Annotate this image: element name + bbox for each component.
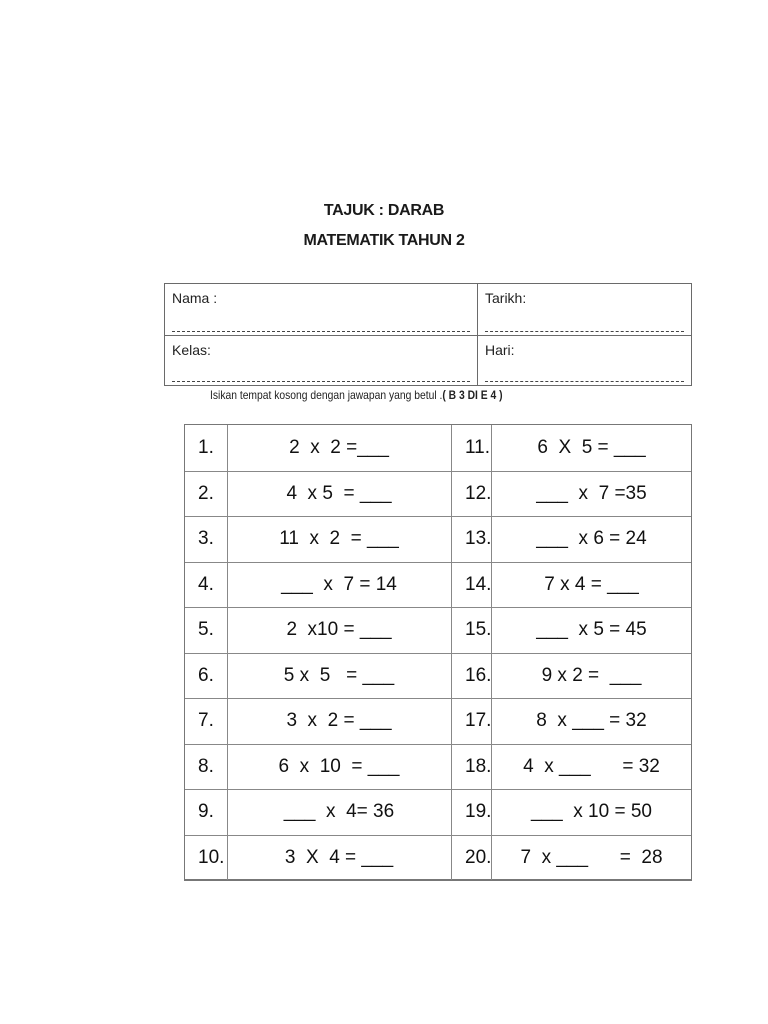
column-divider xyxy=(451,699,452,744)
question-expression: 3 X 4 = ___ xyxy=(284,846,394,868)
question-number: 13. xyxy=(465,528,492,550)
column-divider xyxy=(491,836,492,881)
instruction-code: ( B 3 DI E 4 ) xyxy=(442,388,503,402)
question-expression: 6 X 5 = ___ xyxy=(537,436,646,458)
column-divider xyxy=(451,608,452,653)
column-divider xyxy=(491,654,492,699)
column-divider xyxy=(227,563,228,608)
table-row xyxy=(184,698,692,744)
nama-field[interactable] xyxy=(172,331,470,332)
column-divider xyxy=(491,425,492,471)
column-divider xyxy=(491,790,492,835)
question-number: 6. xyxy=(198,664,214,686)
question-expression: 11 x 2 = ___ xyxy=(279,528,399,550)
column-divider xyxy=(491,563,492,608)
column-divider xyxy=(227,790,228,835)
question-expression: 8 x ___ = 32 xyxy=(536,710,647,732)
kelas-cell xyxy=(165,336,477,385)
table-border xyxy=(184,425,185,879)
column-divider xyxy=(451,425,452,471)
column-divider xyxy=(227,472,228,517)
nama-cell xyxy=(165,284,477,335)
question-expression: ___ x 5 = 45 xyxy=(536,619,647,641)
column-divider xyxy=(451,836,452,881)
hari-cell xyxy=(478,336,691,385)
tarikh-cell xyxy=(478,284,691,335)
column-divider xyxy=(227,654,228,699)
column-divider xyxy=(491,517,492,562)
question-number: 16. xyxy=(465,664,492,686)
question-expression: ___ x 7 = 14 xyxy=(281,573,397,595)
kelas-label: Kelas: xyxy=(172,342,211,358)
question-number: 14. xyxy=(465,573,492,595)
table-row xyxy=(184,607,692,653)
instruction-body: Isikan tempat kosong dengan jawapan yang betul . xyxy=(210,388,443,402)
question-expression: 7 x 4 = ___ xyxy=(544,573,639,595)
question-expression: ___ x 10 = 50 xyxy=(531,801,652,823)
question-expression: ___ x 6 = 24 xyxy=(536,528,647,550)
column-divider xyxy=(227,745,228,790)
question-expression: ___ x 7 =35 xyxy=(536,482,647,504)
question-number: 15. xyxy=(465,619,492,641)
column-divider xyxy=(227,517,228,562)
table-row xyxy=(184,789,692,835)
question-expression: 4 x 5 = ___ xyxy=(286,482,392,504)
table-row xyxy=(184,425,692,471)
column-divider xyxy=(451,517,452,562)
column-divider xyxy=(451,745,452,790)
question-expression: 2 x 2 =___ xyxy=(289,436,389,458)
question-expression: ___ x 4= 36 xyxy=(283,801,395,823)
question-expression: 6 x 10 = ___ xyxy=(278,755,400,777)
question-number: 8. xyxy=(198,755,214,777)
question-number: 17. xyxy=(465,710,492,732)
kelas-field[interactable] xyxy=(172,381,470,382)
hari-field[interactable] xyxy=(485,381,684,382)
question-number: 12. xyxy=(465,482,492,504)
tarikh-label: Tarikh: xyxy=(485,290,527,306)
question-number: 18. xyxy=(465,755,492,777)
question-number: 5. xyxy=(198,619,214,641)
column-divider xyxy=(451,790,452,835)
question-number: 7. xyxy=(198,710,214,732)
column-divider xyxy=(451,472,452,517)
table-row xyxy=(184,744,692,790)
nama-label: Nama : xyxy=(172,290,218,306)
instruction-text xyxy=(210,388,503,402)
column-divider xyxy=(227,425,228,471)
column-divider xyxy=(227,608,228,653)
column-divider xyxy=(491,699,492,744)
question-number: 2. xyxy=(198,482,214,504)
question-expression: 3 x 2 = ___ xyxy=(286,710,392,732)
column-divider xyxy=(451,654,452,699)
table-row xyxy=(184,516,692,562)
question-number: 3. xyxy=(198,528,214,550)
question-number: 1. xyxy=(198,436,214,458)
column-divider xyxy=(491,745,492,790)
student-info-box xyxy=(164,283,692,386)
question-number: 9. xyxy=(198,801,214,823)
column-divider xyxy=(451,563,452,608)
hari-label: Hari: xyxy=(485,342,515,358)
table-row xyxy=(184,835,692,881)
question-expression: 2 x10 = ___ xyxy=(286,619,392,641)
question-number: 19. xyxy=(465,801,492,823)
question-expression: 4 x ___ = 32 xyxy=(523,755,660,777)
column-divider xyxy=(227,699,228,744)
tarikh-field[interactable] xyxy=(485,331,684,332)
table-row xyxy=(184,471,692,517)
multiplication-table xyxy=(184,424,692,881)
worksheet-subtitle: MATEMATIK TAHUN 2 xyxy=(303,232,465,249)
worksheet-title: TAJUK : DARAB xyxy=(323,202,445,219)
table-row xyxy=(184,653,692,699)
column-divider xyxy=(491,472,492,517)
table-border xyxy=(691,425,692,879)
table-row xyxy=(184,562,692,608)
question-expression: 5 x 5 = ___ xyxy=(283,664,395,686)
question-number: 11. xyxy=(465,436,491,458)
question-number: 4. xyxy=(198,573,214,595)
question-expression: 7 x ___ = 28 xyxy=(520,846,663,868)
question-number: 20. xyxy=(465,846,492,868)
question-number: 10. xyxy=(198,846,225,868)
column-divider xyxy=(491,608,492,653)
column-divider xyxy=(227,836,228,881)
question-expression: 9 x 2 = ___ xyxy=(541,664,642,686)
